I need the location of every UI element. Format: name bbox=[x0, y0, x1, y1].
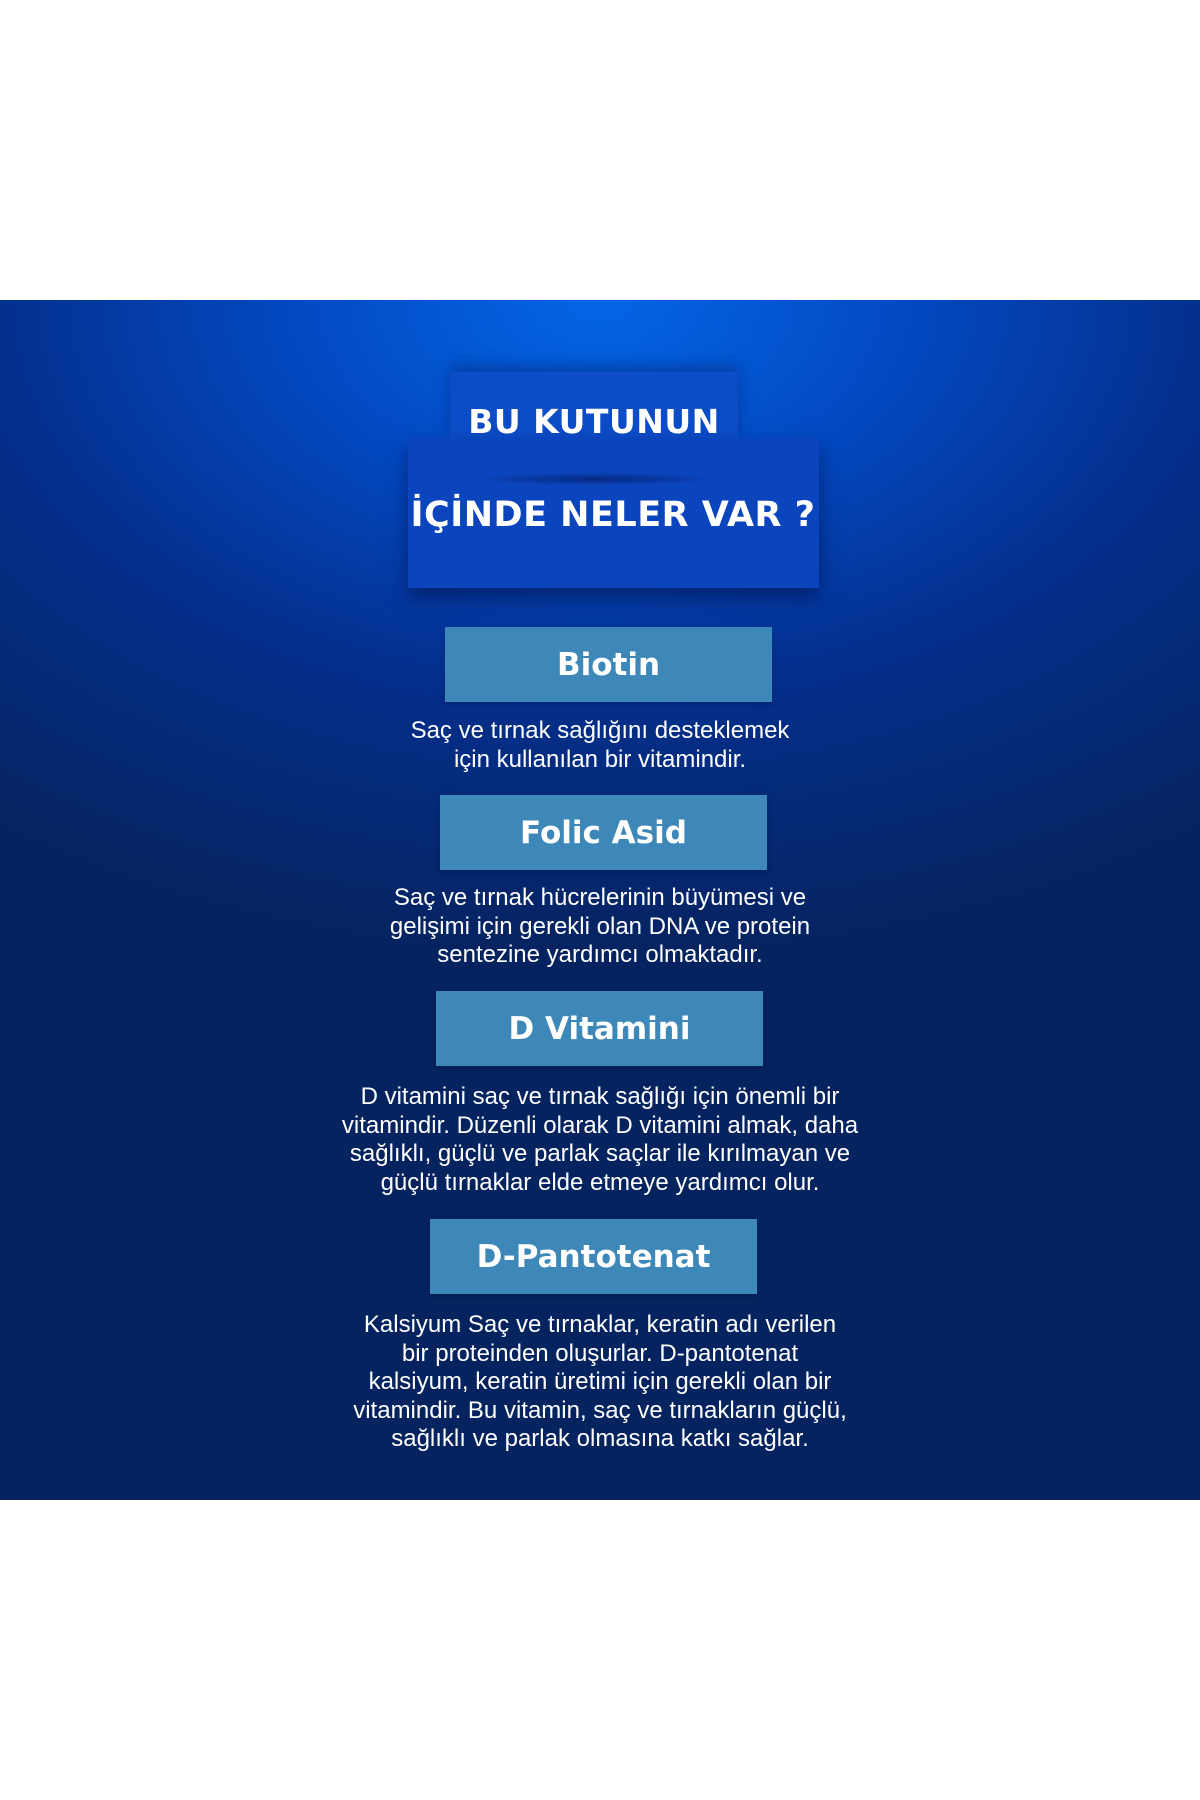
title-line-1: BU KUTUNUN bbox=[468, 402, 720, 441]
title-line-2: İÇİNDE NELER VAR ? bbox=[410, 495, 816, 535]
section-description-folic-asid: Saç ve tırnak hücrelerinin büyümesi ve gelişimi için gerekli olan DNA ve protein sentezine yardımcı olmaktadır. bbox=[389, 884, 811, 968]
section-title-biotin: Biotin bbox=[445, 627, 772, 702]
section-description-d-pantotenat: Kalsiyum Saç ve tırnaklar, keratin adı verilen bir proteinden oluşurlar. D-pantotenat kalsiyum, keratin üretimi için gerekli olan bir vitamindir. Bu vitamin, saç ve tırnakların güçlü, sağlıklı ve parlak olmasına katkı sağlar. bbox=[353, 1311, 847, 1452]
section-description-d-vitamini: D vitamini saç ve tırnak sağlığı için önemli bir vitamindir. Düzenli olarak D vitamini almak, daha sağlıklı, güçlü ve parlak saçlar ile kırılmayan ve güçlü tırnaklar elde etmeye yardımcı olur. bbox=[341, 1083, 859, 1196]
section-title-d-pantotenat: D-Pantotenat bbox=[430, 1219, 757, 1294]
info-panel bbox=[0, 300, 1200, 1500]
section-description-biotin: Saç ve tırnak sağlığını desteklemek için kullanılan bir vitamindir. bbox=[410, 717, 790, 773]
section-title-folic-asid: Folic Asid bbox=[440, 795, 767, 870]
title-divider bbox=[470, 472, 720, 486]
section-title-d-vitamini: D Vitamini bbox=[436, 991, 763, 1066]
